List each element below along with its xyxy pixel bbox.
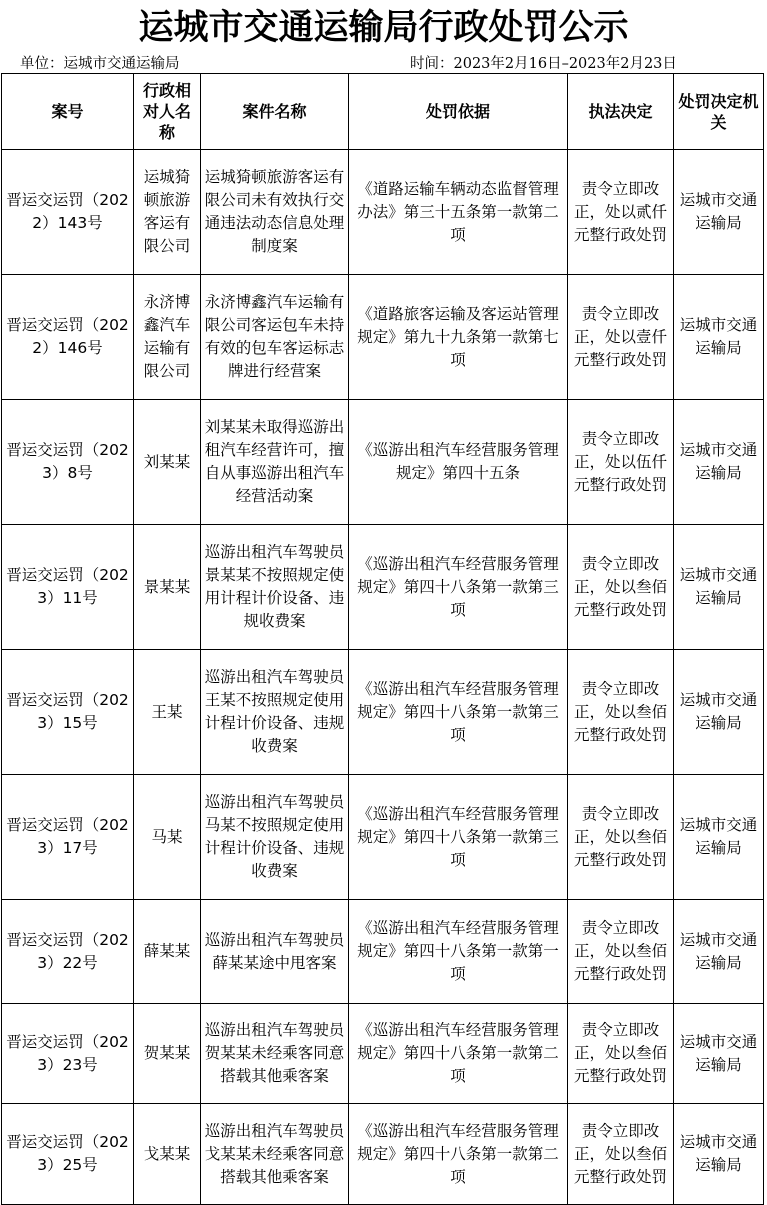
penalty-basis: 《巡游出租汽车经营服务管理规定》第四十八条第一款第二项: [349, 1004, 568, 1104]
case-name: 巡游出租汽车驾驶员马某不按照规定使用计程计价设备、违规收费案: [201, 775, 349, 900]
party-name: 刘某某: [134, 400, 201, 525]
authority: 运城市交通运输局: [674, 400, 764, 525]
authority: 运城市交通运输局: [674, 650, 764, 775]
case-number: 晋运交运罚（2022）143号: [2, 150, 134, 275]
authority: 运城市交通运输局: [674, 775, 764, 900]
case-name: 巡游出租汽车驾驶员王某不按照规定使用计程计价设备、违规收费案: [201, 650, 349, 775]
penalty-basis: 《巡游出租汽车经营服务管理规定》第四十五条: [349, 400, 568, 525]
party-name: 贺某某: [134, 1004, 201, 1104]
case-name: 运城猗顿旅游客运有限公司未有效执行交通违法动态信息处理制度案: [201, 150, 349, 275]
case-name: 巡游出租汽车驾驶员贺某某未经乘客同意搭载其他乘客案: [201, 1004, 349, 1104]
penalty-basis: 《巡游出租汽车经营服务管理规定》第四十八条第一款第二项: [349, 1104, 568, 1205]
decision: 责令立即改正，处以叁佰元整行政处罚: [568, 1004, 674, 1104]
case-name: 永济博鑫汽车运输有限公司客运包车未持有效的包车客运标志牌进行经营案: [201, 275, 349, 400]
authority: 运城市交通运输局: [674, 900, 764, 1004]
penalty-basis: 《巡游出租汽车经营服务管理规定》第四十八条第一款第三项: [349, 775, 568, 900]
penalty-table: [1, 73, 764, 1205]
table-row: [2, 275, 764, 400]
party-name: 薛某某: [134, 900, 201, 1004]
meta-bar: [0, 50, 767, 72]
penalty-basis: 《道路运输车辆动态监督管理办法》第三十五条第一款第二项: [349, 150, 568, 275]
page-title: 运城市交通运输局行政处罚公示: [138, 7, 629, 48]
decision: 责令立即改正，处以叁佰元整行政处罚: [568, 650, 674, 775]
case-name: 刘某某未取得巡游出租汽车经营许可，擅自从事巡游出租汽车经营活动案: [201, 400, 349, 525]
party-name: 景某某: [134, 525, 201, 650]
party-name: 戈某某: [134, 1104, 201, 1205]
party-name: 王某: [134, 650, 201, 775]
table-row: [2, 900, 764, 1004]
table-row: [2, 1104, 764, 1205]
decision: 责令立即改正，处以壹仟元整行政处罚: [568, 275, 674, 400]
decision: 责令立即改正，处以叁佰元整行政处罚: [568, 900, 674, 1004]
case-number: 晋运交运罚（2023）17号: [2, 775, 134, 900]
case-number: 晋运交运罚（2022）146号: [2, 275, 134, 400]
case-number: 晋运交运罚（2023）22号: [2, 900, 134, 1004]
case-number: 晋运交运罚（2023）15号: [2, 650, 134, 775]
penalty-basis: 《巡游出租汽车经营服务管理规定》第四十八条第一款第一项: [349, 900, 568, 1004]
party-name: 运城猗顿旅游客运有限公司: [134, 150, 201, 275]
decision: 责令立即改正，处以叁佰元整行政处罚: [568, 525, 674, 650]
table-row: [2, 650, 764, 775]
case-number: 晋运交运罚（2023）8号: [2, 400, 134, 525]
case-number: 晋运交运罚（2023）25号: [2, 1104, 134, 1205]
decision: 责令立即改正，处以伍仟元整行政处罚: [568, 400, 674, 525]
table-row: [2, 150, 764, 275]
table-row: [2, 1004, 764, 1104]
authority: 运城市交通运输局: [674, 275, 764, 400]
header-party: 行政相对人名称: [134, 74, 201, 150]
header-case-name: 案件名称: [201, 74, 349, 150]
case-name: 巡游出租汽车驾驶员薛某某途中甩客案: [201, 900, 349, 1004]
table-header-row: [2, 74, 764, 150]
case-name: 巡游出租汽车驾驶员戈某某未经乘客同意搭载其他乘客案: [201, 1104, 349, 1205]
header-authority: 处罚决定机关: [674, 74, 764, 150]
penalty-basis: 《巡游出租汽车经营服务管理规定》第四十八条第一款第三项: [349, 650, 568, 775]
penalty-basis: 《巡游出租汽车经营服务管理规定》第四十八条第一款第三项: [349, 525, 568, 650]
authority: 运城市交通运输局: [674, 1104, 764, 1205]
authority: 运城市交通运输局: [674, 150, 764, 275]
case-number: 晋运交运罚（2023）11号: [2, 525, 134, 650]
header-basis: 处罚依据: [349, 74, 568, 150]
publication-period: 时间：2023年2月16日–2023年2月23日: [410, 56, 677, 72]
table-row: [2, 525, 764, 650]
case-name: 巡游出租汽车驾驶员景某某不按照规定使用计程计价设备、违规收费案: [201, 525, 349, 650]
decision: 责令立即改正，处以叁佰元整行政处罚: [568, 1104, 674, 1205]
authority: 运城市交通运输局: [674, 525, 764, 650]
party-name: 马某: [134, 775, 201, 900]
authority: 运城市交通运输局: [674, 1004, 764, 1104]
header-decision: 执法决定: [568, 74, 674, 150]
decision: 责令立即改正，处以贰仟元整行政处罚: [568, 150, 674, 275]
penalty-basis: 《道路旅客运输及客运站管理规定》第九十九条第一款第七项: [349, 275, 568, 400]
header-case-no: 案号: [2, 74, 134, 150]
table-row: [2, 775, 764, 900]
party-name: 永济博鑫汽车运输有限公司: [134, 275, 201, 400]
decision: 责令立即改正，处以叁佰元整行政处罚: [568, 775, 674, 900]
issuing-unit: 单位：运城市交通运输局: [20, 56, 180, 72]
table-row: [2, 400, 764, 525]
case-number: 晋运交运罚（2023）23号: [2, 1004, 134, 1104]
